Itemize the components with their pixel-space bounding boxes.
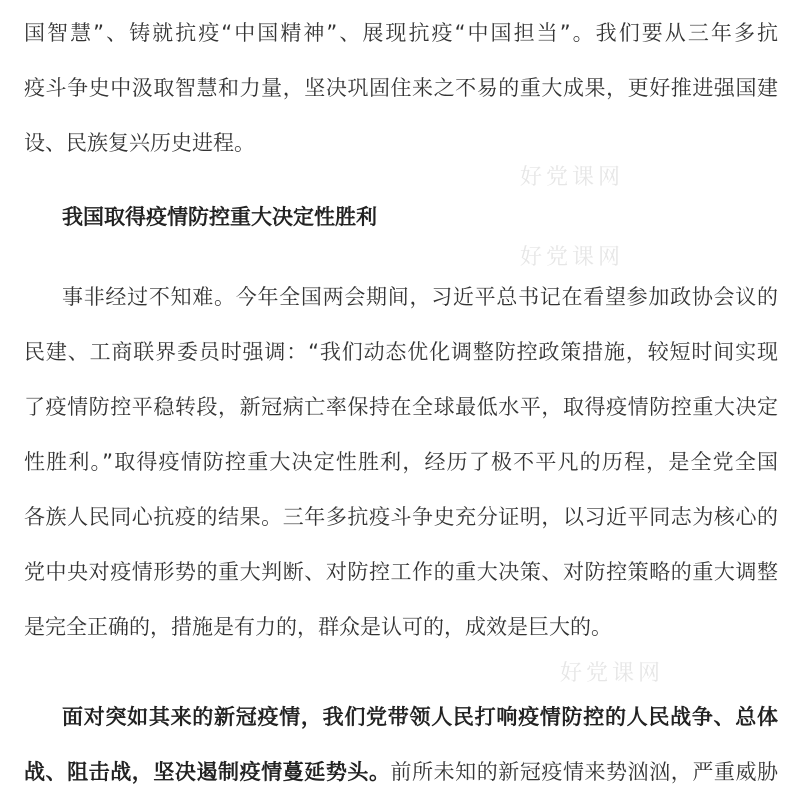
body-text: 前所未知的新冠疫情来势汹汹，严重威胁 bbox=[390, 760, 778, 784]
paragraph-line: 事非经过不知难。今年全国两会期间，习近平总书记在看望参加政协会议的 bbox=[62, 285, 778, 309]
paragraph-line: 了疫情防控平稳转段，新冠病亡率保持在全球最低水平，取得疫情防控重大决定 bbox=[24, 395, 778, 419]
paragraph-line-bold: 面对突如其来的新冠疫情，我们党带领人民打响疫情防控的人民战争、总体 bbox=[62, 705, 778, 729]
paragraph-line: 国智慧”、铸就抗疫“中国精神”、展现抗疫“中国担当”。我们要从三年多抗 bbox=[24, 21, 778, 45]
watermark: 好党课网 bbox=[560, 661, 665, 686]
paragraph-line: 设、民族复兴历史进程。 bbox=[24, 131, 255, 155]
paragraph-line: 民建、工商联界委员时强调：“我们动态优化调整防控政策措施，较短时间实现 bbox=[24, 340, 778, 364]
watermark: 好党课网 bbox=[520, 245, 625, 270]
paragraph-line: 各族人民同心抗疫的结果。三年多抗疫斗争史充分证明，以习近平同志为核心的 bbox=[24, 505, 778, 529]
paragraph-line: 性胜利。”取得疫情防控重大决定性胜利，经历了极不平凡的历程，是全党全国 bbox=[24, 450, 778, 474]
paragraph-line: 疫斗争史中汲取智慧和力量，坚决巩固住来之不易的重大成果，更好推进强国建 bbox=[24, 76, 778, 100]
watermark: 好党课网 bbox=[520, 165, 625, 190]
paragraph-line-mixed bbox=[24, 758, 778, 786]
section-heading: 我国取得疫情防控重大决定性胜利 bbox=[62, 205, 377, 229]
paragraph-line: 党中央对疫情形势的重大判断、对防控工作的重大决策、对防控策略的重大调整 bbox=[24, 560, 778, 584]
bold-lead-text: 战、阻击战，坚决遏制疫情蔓延势头。 bbox=[24, 760, 391, 784]
paragraph-line: 是完全正确的，措施是有力的，群众是认可的，成效是巨大的。 bbox=[24, 615, 612, 639]
